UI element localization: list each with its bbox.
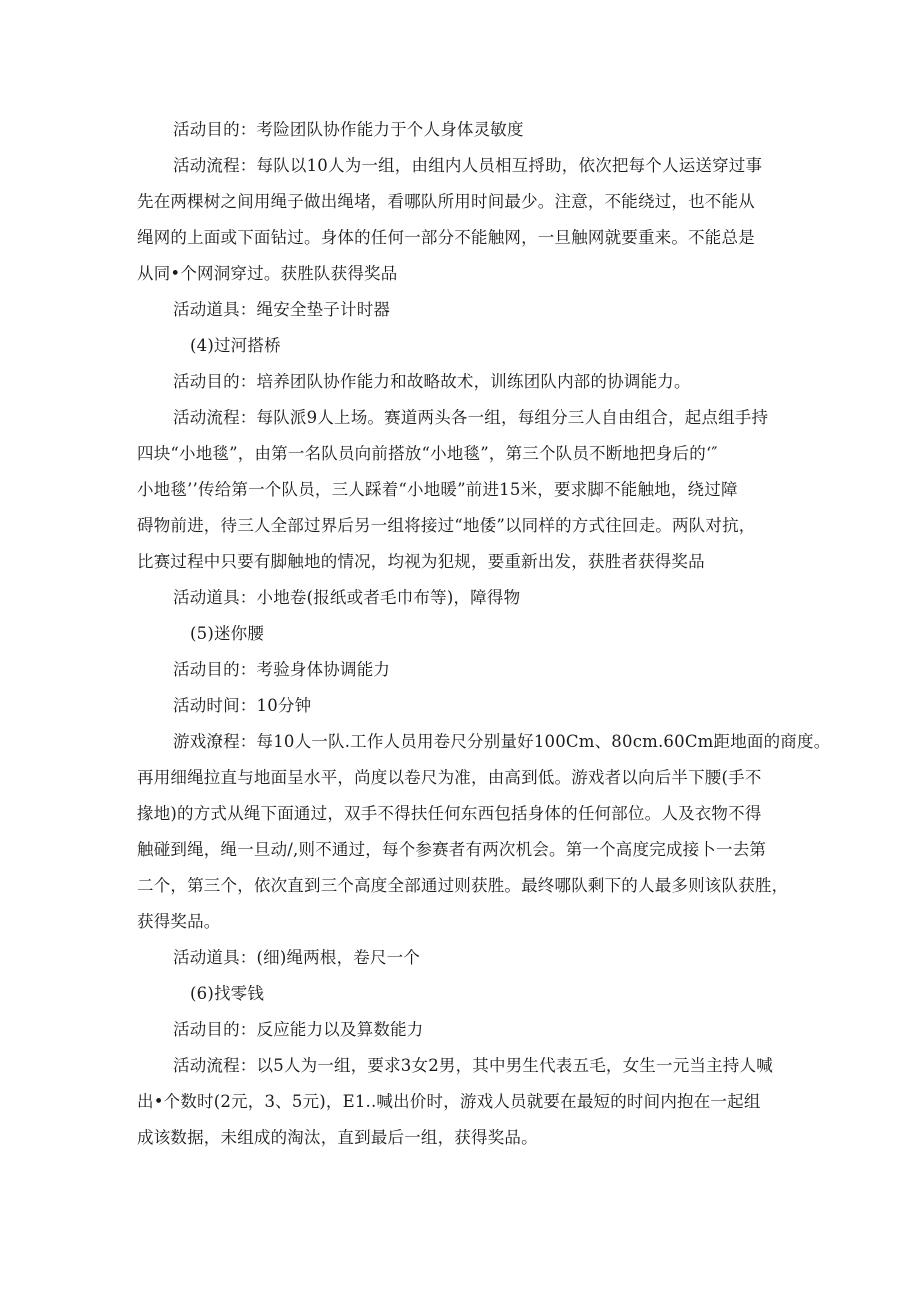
procedure-line-4-5: 比赛过程中只要有脚触地的情况，均视为犯规，要重新出发，获胜者获得奖品 xyxy=(137,552,705,571)
procedure-line-4-2: 四块“小地毯”，由第一名队员向前搭放“小地毯”，第三个队员不断地把身后的‘″ xyxy=(137,444,718,463)
procedure-line-4-4: 碍物前进，待三人全部过界后另一组将接过“地倭”以同样的方式往回走。两队对抗， xyxy=(137,516,756,535)
section-heading-6: (6)找零钱 xyxy=(190,984,265,1003)
procedure-line-5-3: 掾地)的方式从绳下面通过，双手不得扶任何东西包括身体的任何部位。人及衣物不得 xyxy=(137,804,762,823)
procedure-line-6-2: 出•个数时(2元，3、5元)，E1..喊出价时，游戏人员就要在最短的时间内抱在一起组 xyxy=(137,1092,761,1111)
purpose-line-3: 活动目的：考险团队协作能力于个人身体灵敏度 xyxy=(173,120,524,139)
procedure-line-3-2: 先在两棵树之间用绳子做出绳堵，看哪队所用时间最少。注意，不能绕过，也不能从 xyxy=(137,192,755,211)
props-line-5: 活动道具：(细)绳两根，卷尺一个 xyxy=(173,948,421,967)
purpose-line-6: 活动目的：反应能力以及算数能力 xyxy=(173,1020,424,1039)
procedure-line-3: 活动流程：每队以10人为一组，由组内人员相互捋助，依次把每个人运送穿过事 xyxy=(173,156,763,175)
procedure-line-5-2: 再用细绳拉直与地面呈水平，尚度以卷尺为准，由高到低。游戏者以向后半下腰(手不 xyxy=(137,768,762,787)
section-heading-4: (4)过河搭桥 xyxy=(190,336,281,355)
section-heading-5: (5)迷你腰 xyxy=(190,624,265,643)
props-line-3: 活动道具：绳安全垫子计时器 xyxy=(173,300,391,319)
procedure-line-5-5: 二个，第三个，依次直到三个高度全部通过则获胜。最终哪队剩下的人最多则该队获胜， xyxy=(137,876,789,895)
purpose-line-5: 活动目的：考验身体协调能力 xyxy=(173,660,391,679)
procedure-line-5-4: 触碰到绳，绳一旦动/,则不通过，每个参赛者有两次机会。第一个高度完成接卜一去第 xyxy=(137,840,767,859)
time-line-5: 活动时间：10分钟 xyxy=(173,696,312,715)
procedure-line-4: 活动流程：每队派9人上场。赛道两头各一组，每组分三人自由组合，起点组手持 xyxy=(173,408,769,427)
procedure-line-3-4: 从同•个网洞穿过。获胜队获得奖品 xyxy=(137,264,398,283)
procedure-line-6-3: 成该数据，未组成的淘汰，直到最后一组，获得奖品。 xyxy=(137,1128,538,1147)
procedure-line-5-6: 获得奖品。 xyxy=(137,912,221,931)
props-line-4: 活动道具：小地卷(报纸或者毛巾布等)，障得物 xyxy=(173,588,521,607)
purpose-line-4: 活动目的：培养团队协作能力和故略故术，训练团队内部的协调能力。 xyxy=(173,372,691,391)
procedure-line-6: 活动流程：以5人为一组，要求3女2男，其中男生代表五毛，女生一元当主持人喊 xyxy=(173,1056,773,1075)
procedure-line-3-3: 绳网的上面或下面钻过。身体的任何一部分不能触网，一旦触网就要重来。不能总是 xyxy=(137,228,755,247)
procedure-line-4-3: 小地毯’’传给第一个队员，三人踩着“小地暖”前进15米，要求脚不能触地，绕过障 xyxy=(137,480,738,499)
procedure-line-5: 游戏潦程：每10人一队.工作人员用卷尺分别量好100Cm、80cm.60Cm距地面的商度。 xyxy=(173,732,831,751)
